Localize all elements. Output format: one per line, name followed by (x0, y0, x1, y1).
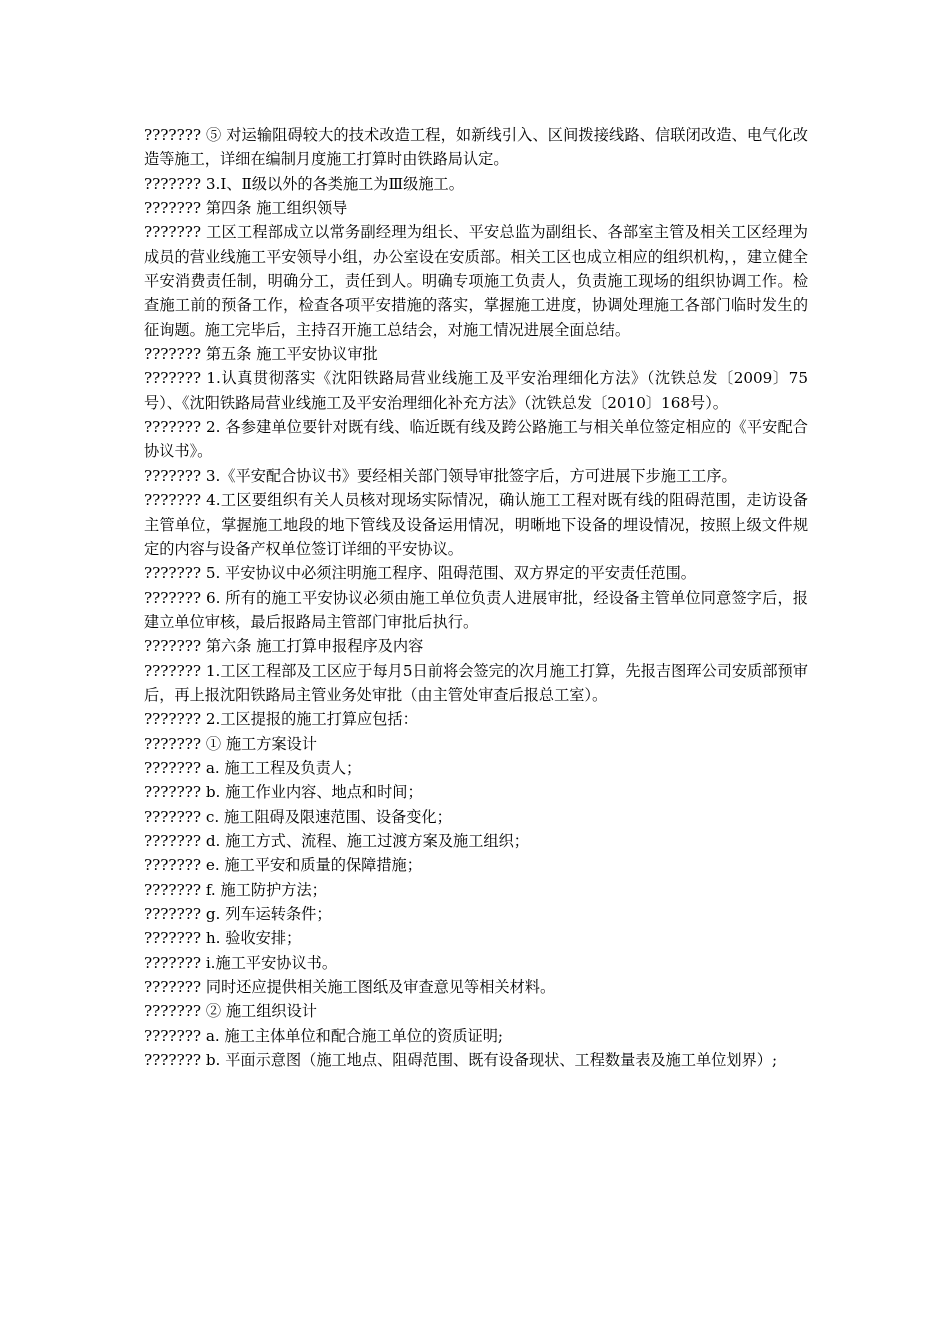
paragraph-technical-renovation: ??????? ⑤ 对运输阻碍较大的技术改造工程，如新线引入、区间拨接线路、信联闭改造、电气化改造等施工，详细在编制月度施工打算时由铁路局认定。 (144, 126, 808, 169)
list-item-b: ??????? b. 施工作业内容、地点和时间； (144, 783, 423, 802)
paragraph-item-4: ??????? 4.工区要组织有关人员核对现场实际情况，确认施工工程对既有线的阻碍范围，走访设备主管单位，掌握施工地段的地下管线及设备运用情况，明晰地下设备的埋设情况，按照上级文件规定的内容与设备产权单位签订详细的平安协议。 (144, 491, 808, 558)
paragraph-item-6: ??????? 6. 所有的施工平安协议必须由施工单位负责人进展审批，经设备主管单位同意签字后，报建立单位审核，最后报路局主管部门审批后执行。 (144, 588, 808, 631)
subheading-construction-plan: ??????? ① 施工方案设计 (144, 734, 317, 753)
section-heading-article-5: ??????? 第五条 施工平安协议审批 (144, 345, 378, 364)
paragraph-item-3: ??????? 3.《平安配合协议书》要经相关部门领导审批签字后，方可进展下步施工工序。 (144, 466, 737, 485)
paragraph-item-5: ??????? 5. 平安协议中必须注明施工程序、阻碍范围、双方界定的平安责任范围。 (144, 564, 696, 583)
section-heading-article-4: ??????? 第四条 施工组织领导 (144, 199, 348, 218)
paragraph-plan-item-1: ??????? 1.工区工程部及工区应于每月5日前将会签完的次月施工打算，先报吉图珲公司安质部预审后，再上报沈阳铁路局主管业务处审批（由主管处审查后报总工室）。 (144, 661, 808, 704)
org-list-item-b: ??????? b. 平面示意图（施工地点、阻碍范围、既有设备现状、工程数量表及施工单位划界）; (144, 1051, 778, 1070)
list-item-i: ??????? i.施工平安协议书。 (144, 953, 338, 972)
paragraph-safety-group: ??????? 工区工程部成立以常务副经理为组长、平安总监为副组长、各部室主管及相关工区经理为成员的营业线施工平安领导小组，办公室设在安质部。相关工区也成立相应的组织机构，，建立健全平安消费责任制，明确分工，责任到人。明确专项施工负责人，负责施工现场的组织协调工作。检查施工前的预备工作，检查各项平安措施的落实，掌握施工进度，协调处理施工各部门临时发生的征询题。施工完毕后，主持召开施工总结会，对施工情况进展全面总结。 (144, 223, 808, 339)
list-item-e: ??????? e. 施工平安和质量的保障措施； (144, 856, 422, 875)
list-item-a: ??????? a. 施工工程及负责人； (144, 758, 362, 777)
paragraph-item-2: ??????? 2. 各参建单位要针对既有线、临近既有线及跨公路施工与相关单位签定相应的《平安配合协议书》。 (144, 418, 808, 461)
paragraph-level-three: ??????? 3.Ⅰ、Ⅱ级以外的各类施工为Ⅲ级施工。 (144, 174, 464, 193)
list-item-g: ??????? g. 列车运转条件； (144, 905, 332, 923)
paragraph-additional-materials: ??????? 同时还应提供相关施工图纸及审查意见等相关材料。 (144, 978, 556, 997)
list-item-c: ??????? c. 施工阻碍及限速范围、设备变化； (144, 807, 452, 826)
subheading-construction-organization: ??????? ② 施工组织设计 (144, 1002, 317, 1021)
list-item-d: ??????? d. 施工方式、流程、施工过渡方案及施工组织； (144, 831, 529, 850)
paragraph-plan-item-2: ??????? 2.工区提报的施工打算应包括： (144, 710, 418, 729)
list-item-f: ??????? f. 施工防护方法； (144, 880, 327, 899)
org-list-item-a: ??????? a. 施工主体单位和配合施工单位的资质证明; (144, 1026, 504, 1045)
document-body (144, 123, 808, 1072)
list-item-h: ??????? h. 验收安排； (144, 929, 302, 948)
section-heading-article-6: ??????? 第六条 施工打算申报程序及内容 (144, 637, 424, 656)
paragraph-item-1: ??????? 1.认真贯彻落实《沈阳铁路局营业线施工及平安治理细化方法》（沈铁总发〔2009〕75号）、《沈阳铁路局营业线施工及平安治理细化补充方法》（沈铁总发〔2010〕168号）。 (144, 369, 808, 412)
